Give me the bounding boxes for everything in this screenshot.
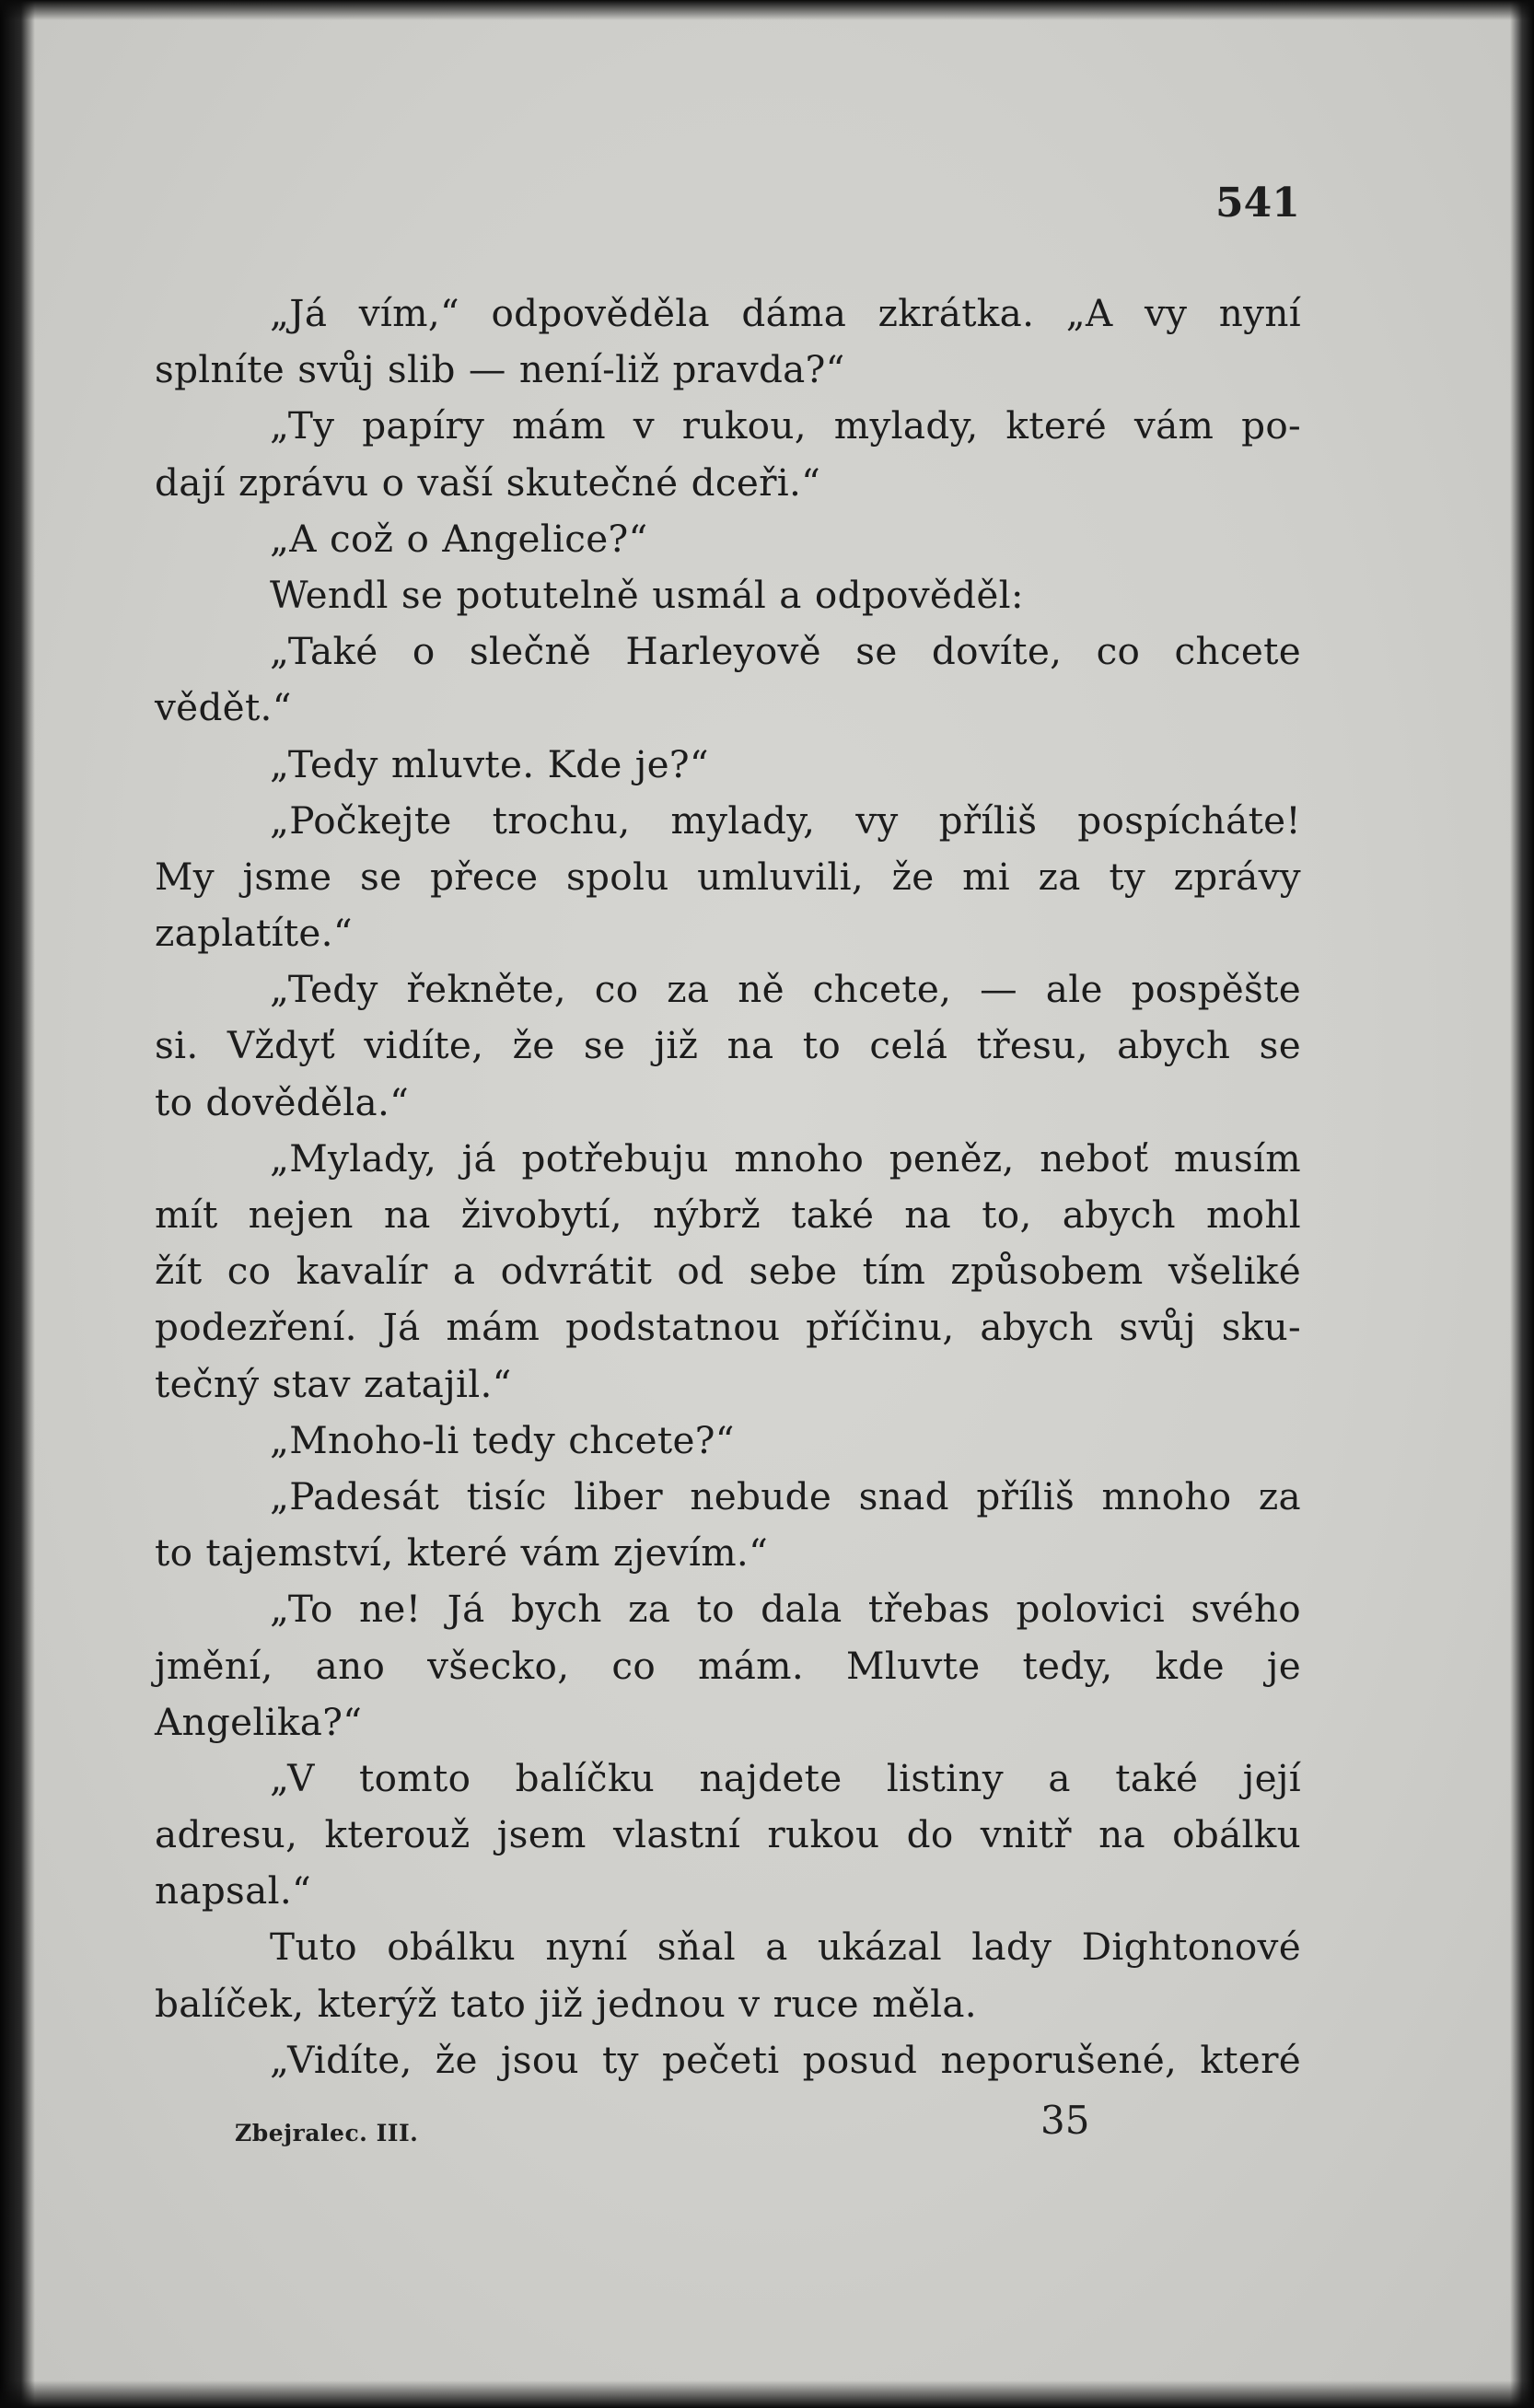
text-line: podezření. Já mám podstatnou příčinu, abych svůj sku-	[155, 1305, 1301, 1350]
signature-mark: Zbejralec. III.	[235, 2120, 419, 2146]
text-line: napsal.“	[155, 1868, 312, 1914]
text-line: „Ty papíry mám v rukou, mylady, které vám po-	[270, 403, 1301, 448]
text-line: si. Vždyť vidíte, že se již na to celá třesu, abych se	[155, 1023, 1301, 1068]
text-line: mít nejen na živobytí, nýbrž také na to, abych mohl	[155, 1192, 1301, 1237]
signature-number: 35	[1040, 2098, 1090, 2143]
text-line: „Tedy mluvte. Kde je?“	[270, 741, 709, 786]
page-number: 541	[1215, 180, 1300, 227]
text-line: to tajemství, které vám zjevím.“	[155, 1530, 769, 1576]
text-line: zaplatíte.“	[155, 911, 353, 956]
text-line: tečný stav zatajil.“	[155, 1361, 512, 1406]
scan-edge-right	[1510, 0, 1534, 2408]
scan-edge-left	[0, 0, 35, 2408]
text-line: Angelika?“	[155, 1699, 363, 1744]
text-line: to dověděla.“	[155, 1079, 410, 1124]
text-line: „A což o Angelice?“	[270, 516, 648, 561]
text-line: „Počkejte trochu, mylady, vy příliš pospícháte!	[270, 797, 1301, 843]
text-line: jmění, ano všecko, co mám. Mluvte tedy, kde je	[155, 1643, 1301, 1688]
text-line: „To ne! Já bych za to dala třebas polovici svého	[270, 1587, 1301, 1632]
text-line: „Tedy řekněte, co za ně chcete, — ale pospěšte	[270, 967, 1301, 1012]
text-line: dají zprávu o vaší skutečné dceři.“	[155, 459, 821, 505]
text-line: Wendl se potutelně usmál a odpověděl:	[270, 572, 1024, 617]
text-line: „Vidíte, že jsou ty pečeti posud neporušené, které	[270, 2037, 1301, 2082]
text-line: „Mnoho-li tedy chcete?“	[270, 1417, 735, 1462]
text-line: „V tomto balíčku najdete listiny a také její	[270, 1755, 1301, 1800]
text-line: „Také o slečně Harleyově se dovíte, co chcete	[270, 629, 1301, 674]
scan-edge-top	[0, 0, 1534, 20]
text-line: „Mylady, já potřebuju mnoho peněz, neboť musím	[270, 1135, 1301, 1181]
text-line: „Padesát tisíc liber nebude snad příliš mnoho za	[270, 1473, 1301, 1518]
text-line: „Já vím,“ odpověděla dáma zkrátka. „A vy nyní	[270, 291, 1301, 335]
text-line: My jsme se přece spolu umluvili, že mi za ty zprávy	[155, 854, 1301, 899]
text-line: adresu, kterouž jsem vlastní rukou do vnitř na obálku	[155, 1812, 1301, 1857]
text-line: balíček, kterýž tato již jednou v ruce měla.	[155, 1981, 977, 2026]
body-text	[155, 285, 1301, 2088]
scan-edge-bottom	[0, 2380, 1534, 2408]
text-line: splníte svůj slib — není-liž pravda?“	[155, 347, 845, 392]
text-line: žít co kavalír a odvrátit od sebe tím způsobem všeliké	[155, 1249, 1301, 1294]
text-line: vědět.“	[155, 685, 292, 730]
text-line: Tuto obálku nyní sňal a ukázal lady Dightonové	[270, 1925, 1301, 1970]
